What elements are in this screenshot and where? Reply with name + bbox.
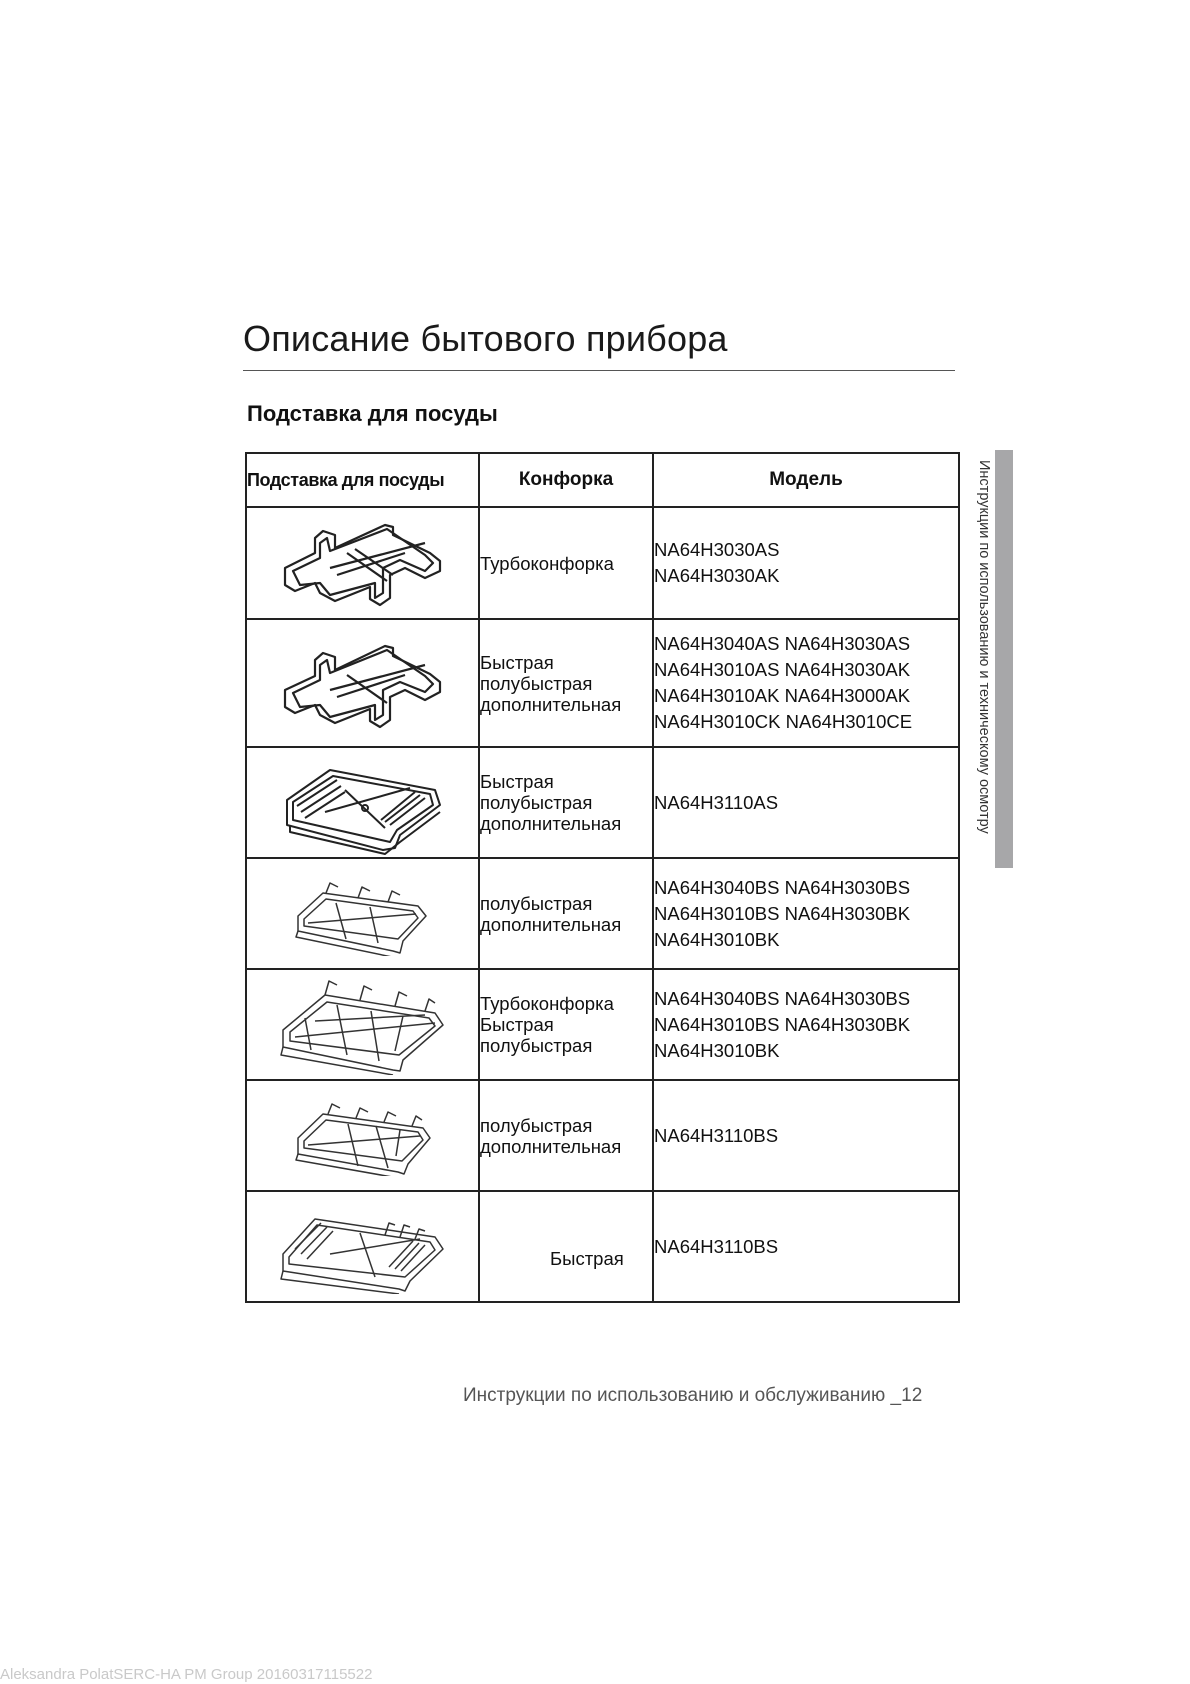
pan-support-table [245, 452, 960, 1303]
burner-cell: полубыстрая дополнительная [479, 858, 653, 969]
grate-cell [246, 1080, 479, 1191]
watermark: Aleksandra PolatSERC-HA PM Group 20160317115522 [0, 1666, 373, 1683]
grate-type-1-icon [275, 513, 450, 613]
model-cell: NA64H3040AS NA64H3030AS NA64H3010AS NA64H3030AK NA64H3010AK NA64H3000AK NA64H3010CK NA64H3010CE [653, 619, 959, 747]
title-divider [243, 370, 955, 371]
grate-cell [246, 969, 479, 1080]
page-footer: Инструкции по использованию и обслуживанию _12 [463, 1385, 923, 1406]
grate-type-3-icon [275, 750, 450, 855]
grate-cell [246, 858, 479, 969]
model-cell: NA64H3110BS [653, 1080, 959, 1191]
grate-type-2-icon [275, 628, 450, 738]
grate-cell [246, 619, 479, 747]
burner-cell: Быстрая [479, 1191, 653, 1302]
table-row [246, 507, 959, 619]
model-cell: NA64H3110AS [653, 747, 959, 858]
burner-cell: Турбоконфорка Быстрая полубыстрая [479, 969, 653, 1080]
grate-type-5-icon [275, 975, 450, 1075]
table-row [246, 1080, 959, 1191]
burner-cell: Быстрая полубыстрая дополнительная [479, 747, 653, 858]
header-burner: Конфорка [479, 453, 653, 507]
grate-cell [246, 507, 479, 619]
burner-cell: полубыстрая дополнительная [479, 1080, 653, 1191]
model-cell: NA64H3110BS [653, 1191, 959, 1302]
grate-cell [246, 1191, 479, 1302]
burner-cell: Турбоконфорка [479, 507, 653, 619]
grate-type-4-icon [288, 871, 438, 956]
table-row [246, 747, 959, 858]
model-cell: NA64H3030AS NA64H3030AK [653, 507, 959, 619]
model-cell: NA64H3040BS NA64H3030BS NA64H3010BS NA64H3030BK NA64H3010BK [653, 969, 959, 1080]
table-row [246, 1191, 959, 1302]
burner-cell: Быстрая полубыстрая дополнительная [479, 619, 653, 747]
section-subtitle: Подставка для посуды [247, 401, 498, 426]
header-model: Модель [653, 453, 959, 507]
table-row [246, 969, 959, 1080]
table-row [246, 858, 959, 969]
model-cell: NA64H3040BS NA64H3030BS NA64H3010BS NA64H3030BK NA64H3010BK [653, 858, 959, 969]
grate-type-6-icon [288, 1096, 438, 1176]
grate-type-7-icon [275, 1199, 450, 1294]
header-pan-support: Подставка для посуды [246, 453, 479, 507]
table-header-row [246, 453, 959, 507]
grate-cell [246, 747, 479, 858]
table-row [246, 619, 959, 747]
side-tab-label: Инструкции по использованию и техническому осмотру [976, 460, 992, 834]
page-title: Описание бытового прибора [243, 318, 728, 359]
